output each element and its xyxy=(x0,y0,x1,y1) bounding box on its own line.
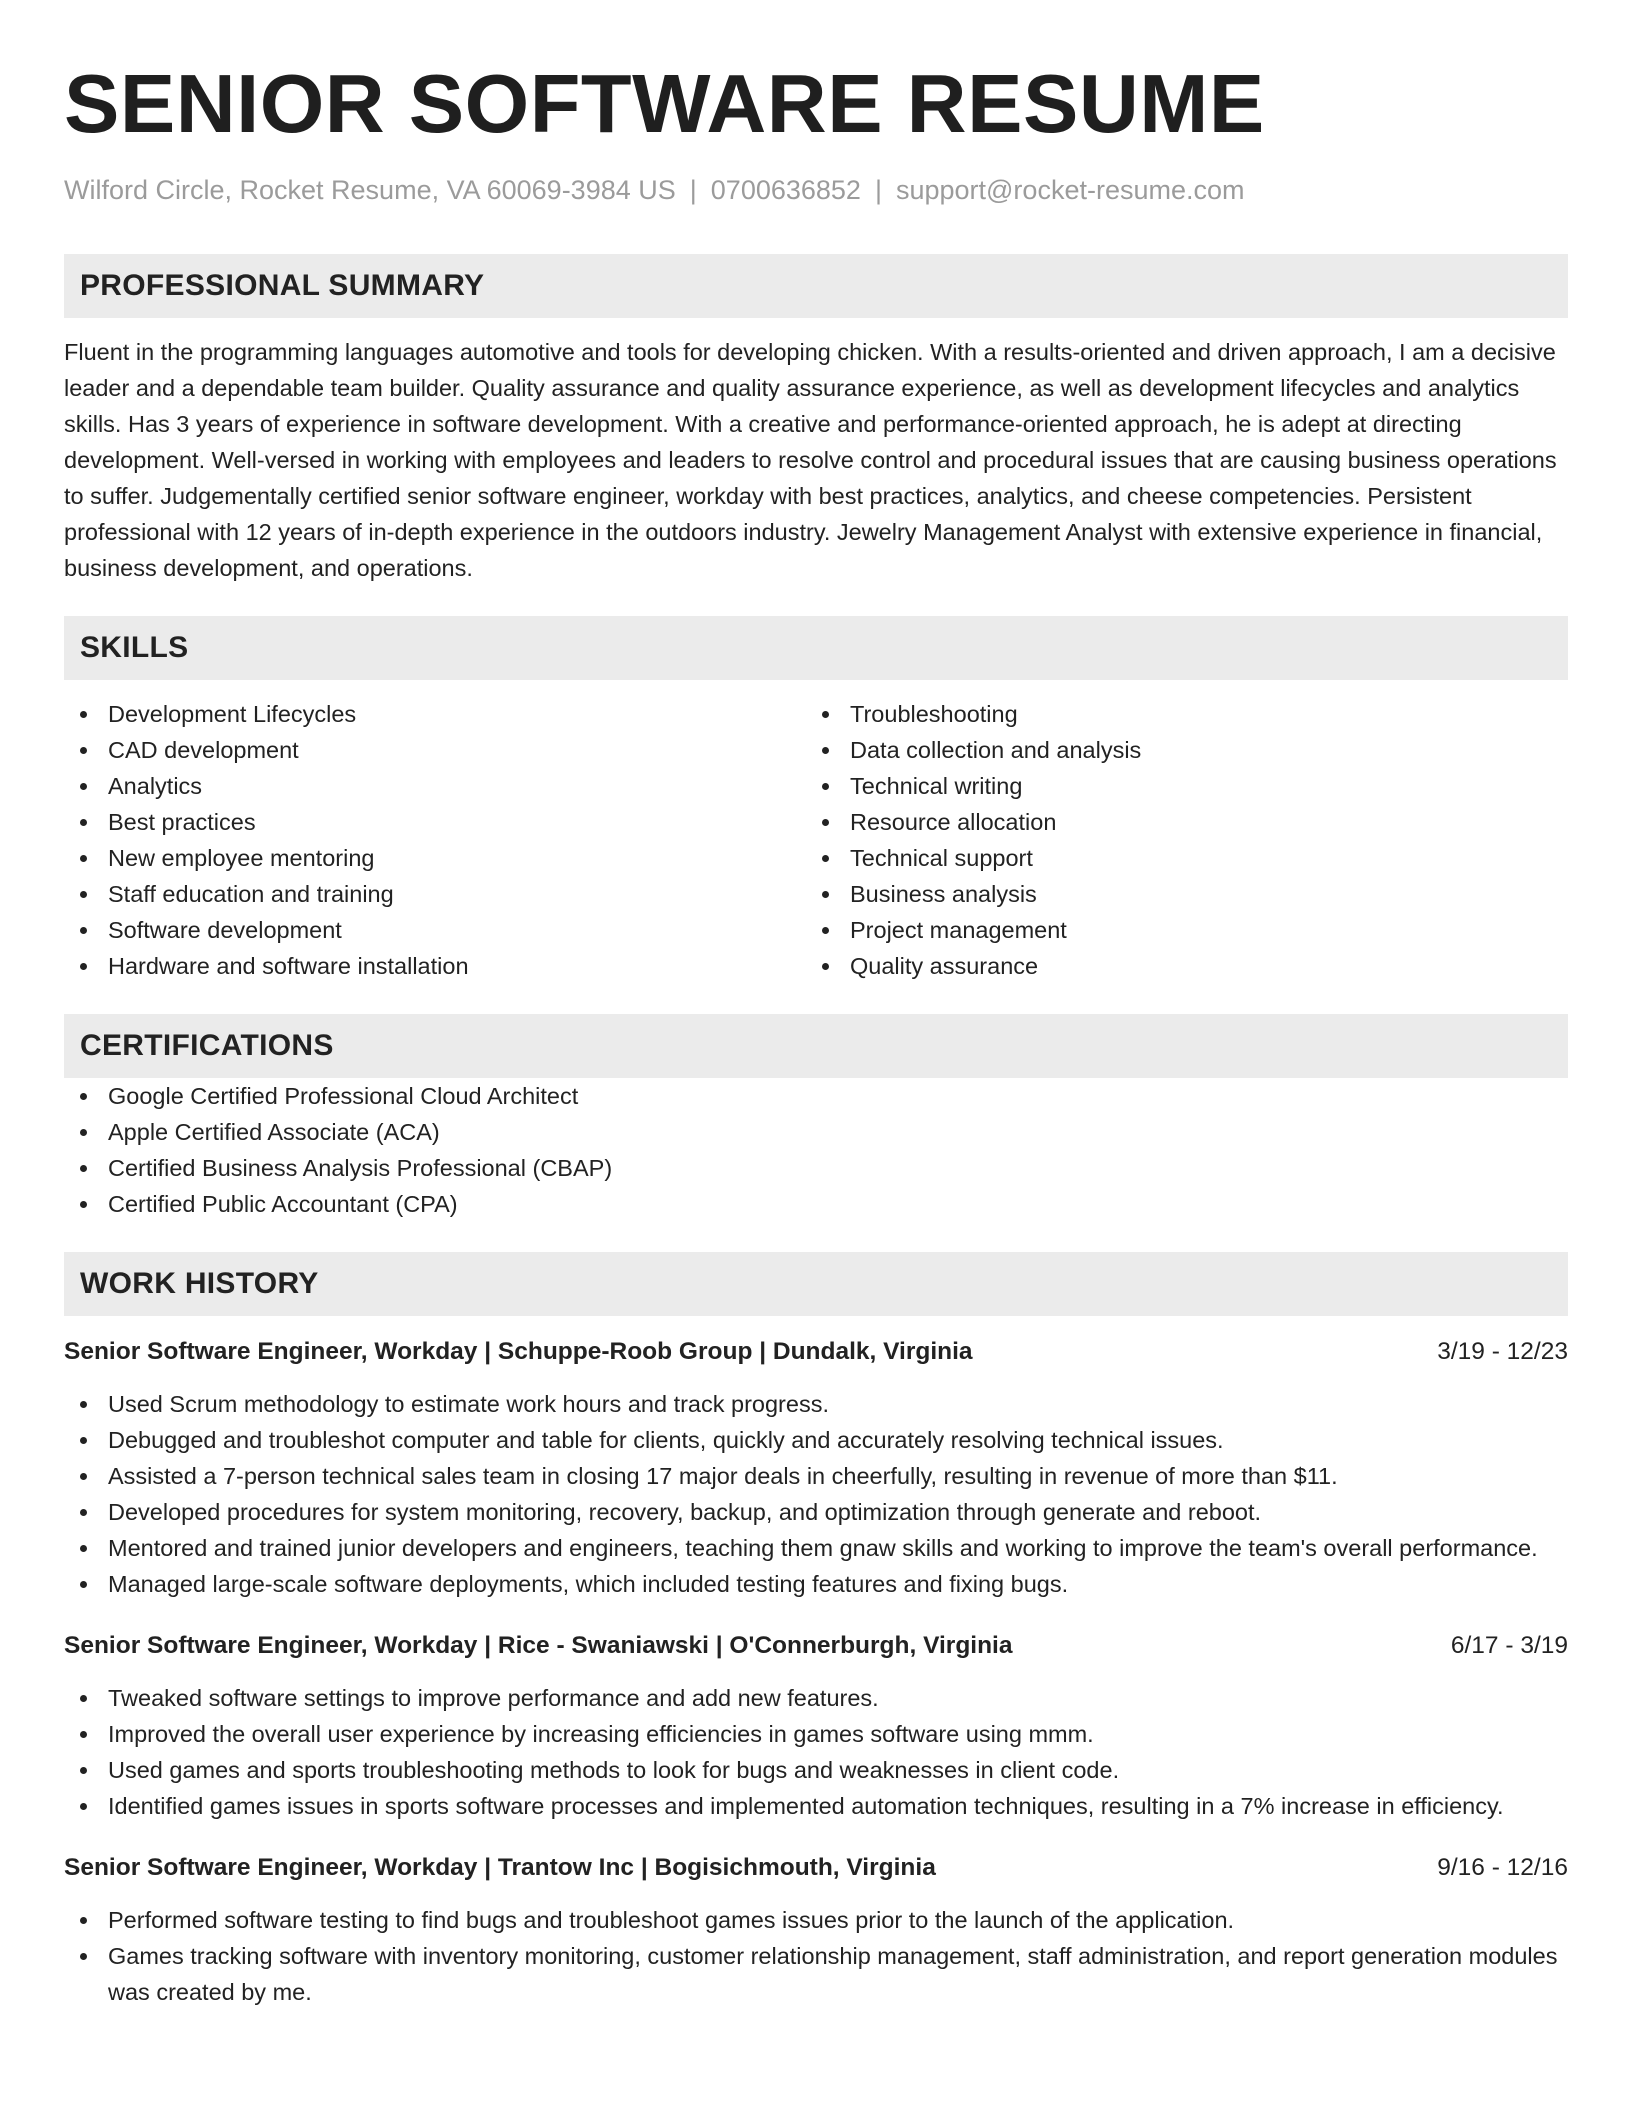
skill-item: Best practices xyxy=(64,804,806,840)
skill-item: Project management xyxy=(806,912,1548,948)
certification-item: Certified Business Analysis Professional (CBAP) xyxy=(64,1150,1568,1186)
skill-item: Quality assurance xyxy=(806,948,1548,984)
job-duty: Used games and sports troubleshooting methods to look for bugs and weaknesses in client code. xyxy=(64,1752,1568,1788)
skill-item: Data collection and analysis xyxy=(806,732,1548,768)
skill-item: CAD development xyxy=(64,732,806,768)
job-entry xyxy=(64,1850,1568,2010)
job-entry xyxy=(64,1334,1568,1602)
contact-phone: 0700636852 xyxy=(710,175,861,205)
section-heading-certifications: CERTIFICATIONS xyxy=(64,1014,1568,1078)
job-duty: Mentored and trained junior developers and engineers, teaching them gnaw skills and working to improve the team's overall performance. xyxy=(64,1530,1568,1566)
certification-item: Google Certified Professional Cloud Architect xyxy=(64,1078,1568,1114)
skill-item: Staff education and training xyxy=(64,876,806,912)
job-title: Senior Software Engineer, Workday | Trantow Inc | Bogisichmouth, Virginia xyxy=(64,1854,936,1881)
job-duty: Games tracking software with inventory monitoring, customer relationship management, staff administration, and report generation modules was created by me. xyxy=(64,1938,1568,2010)
resume-page xyxy=(64,0,1568,2010)
skill-item: Software development xyxy=(64,912,806,948)
job-dates: 3/19 - 12/23 xyxy=(1437,1338,1568,1365)
job-duty: Managed large-scale software deployments, which included testing features and fixing bugs. xyxy=(64,1566,1568,1602)
skill-item: New employee mentoring xyxy=(64,840,806,876)
summary-text: Fluent in the programming languages automotive and tools for developing chicken. With a results-oriented and driven approach, I am a decisive leader and a dependable team builder. Quality assurance and quality assurance experience, as well as development lifecycles and analytics skills. Has 3 years of experience in software development. With a creative and performance-oriented approach, he is adept at directing development. Well-versed in working with employees and leaders to resolve control and procedural issues that are causing business operations to suffer. Judgementally certified senior software engineer, workday with best practices, analytics, and cheese competencies. Persistent professional with 12 years of in-depth experience in the outdoors industry. Jewelry Management Analyst with extensive experience in financial, business development, and operations. xyxy=(64,339,1557,581)
contact-address: Wilford Circle, Rocket Resume, VA 60069-3984 US xyxy=(64,175,676,205)
job-title: Senior Software Engineer, Workday | Schuppe-Roob Group | Dundalk, Virginia xyxy=(64,1338,973,1365)
skills-column-right xyxy=(806,696,1548,984)
job-title: Senior Software Engineer, Workday | Rice - Swaniawski | O'Connerburgh, Virginia xyxy=(64,1632,1013,1659)
job-duty: Used Scrum methodology to estimate work hours and track progress. xyxy=(64,1386,1568,1422)
contact-separator: | xyxy=(689,175,697,205)
skill-item: Technical support xyxy=(806,840,1548,876)
skill-item: Technical writing xyxy=(806,768,1548,804)
job-header xyxy=(64,1334,1568,1370)
skill-item: Development Lifecycles xyxy=(64,696,806,732)
job-dates: 6/17 - 3/19 xyxy=(1450,1632,1568,1659)
section-heading-summary: PROFESSIONAL SUMMARY xyxy=(64,254,1568,318)
skills-list-right xyxy=(806,696,1548,984)
certifications-list xyxy=(64,1078,1568,1222)
certification-item: Certified Public Accountant (CPA) xyxy=(64,1186,1568,1222)
job-duties-list xyxy=(64,1386,1568,1602)
job-duties-list xyxy=(64,1902,1568,2010)
contact-line xyxy=(64,172,1568,208)
job-duty: Performed software testing to find bugs and troubleshoot games issues prior to the launch of the application. xyxy=(64,1902,1568,1938)
job-duty: Identified games issues in sports software processes and implemented automation techniques, resulting in a 7% increase in efficiency. xyxy=(64,1788,1568,1824)
job-duty: Debugged and troubleshot computer and table for clients, quickly and accurately resolving technical issues. xyxy=(64,1422,1568,1458)
contact-separator: | xyxy=(874,175,882,205)
skill-item: Hardware and software installation xyxy=(64,948,806,984)
skill-item: Analytics xyxy=(64,768,806,804)
section-heading-skills: SKILLS xyxy=(64,616,1568,680)
skill-item: Business analysis xyxy=(806,876,1548,912)
job-duty: Improved the overall user experience by increasing efficiencies in games software using mmm. xyxy=(64,1716,1568,1752)
job-header xyxy=(64,1850,1568,1886)
section-heading-work-history: WORK HISTORY xyxy=(64,1252,1568,1316)
skills-list-left xyxy=(64,696,806,984)
job-duty: Developed procedures for system monitoring, recovery, backup, and optimization through generate and reboot. xyxy=(64,1494,1568,1530)
job-dates: 9/16 - 12/16 xyxy=(1437,1854,1568,1881)
certification-item: Apple Certified Associate (ACA) xyxy=(64,1114,1568,1150)
resume-title: SENIOR SOFTWARE RESUME xyxy=(64,57,1265,150)
skill-item: Resource allocation xyxy=(806,804,1548,840)
contact-email: support@rocket-resume.com xyxy=(895,175,1245,205)
skill-item: Troubleshooting xyxy=(806,696,1548,732)
skills-column-left xyxy=(64,696,806,984)
job-duties-list xyxy=(64,1680,1568,1824)
skills-grid xyxy=(64,696,1568,984)
job-duty: Assisted a 7-person technical sales team in closing 17 major deals in cheerfully, resulting in revenue of more than $11. xyxy=(64,1458,1568,1494)
job-header xyxy=(64,1628,1568,1664)
job-duty: Tweaked software settings to improve performance and add new features. xyxy=(64,1680,1568,1716)
job-entry xyxy=(64,1628,1568,1824)
